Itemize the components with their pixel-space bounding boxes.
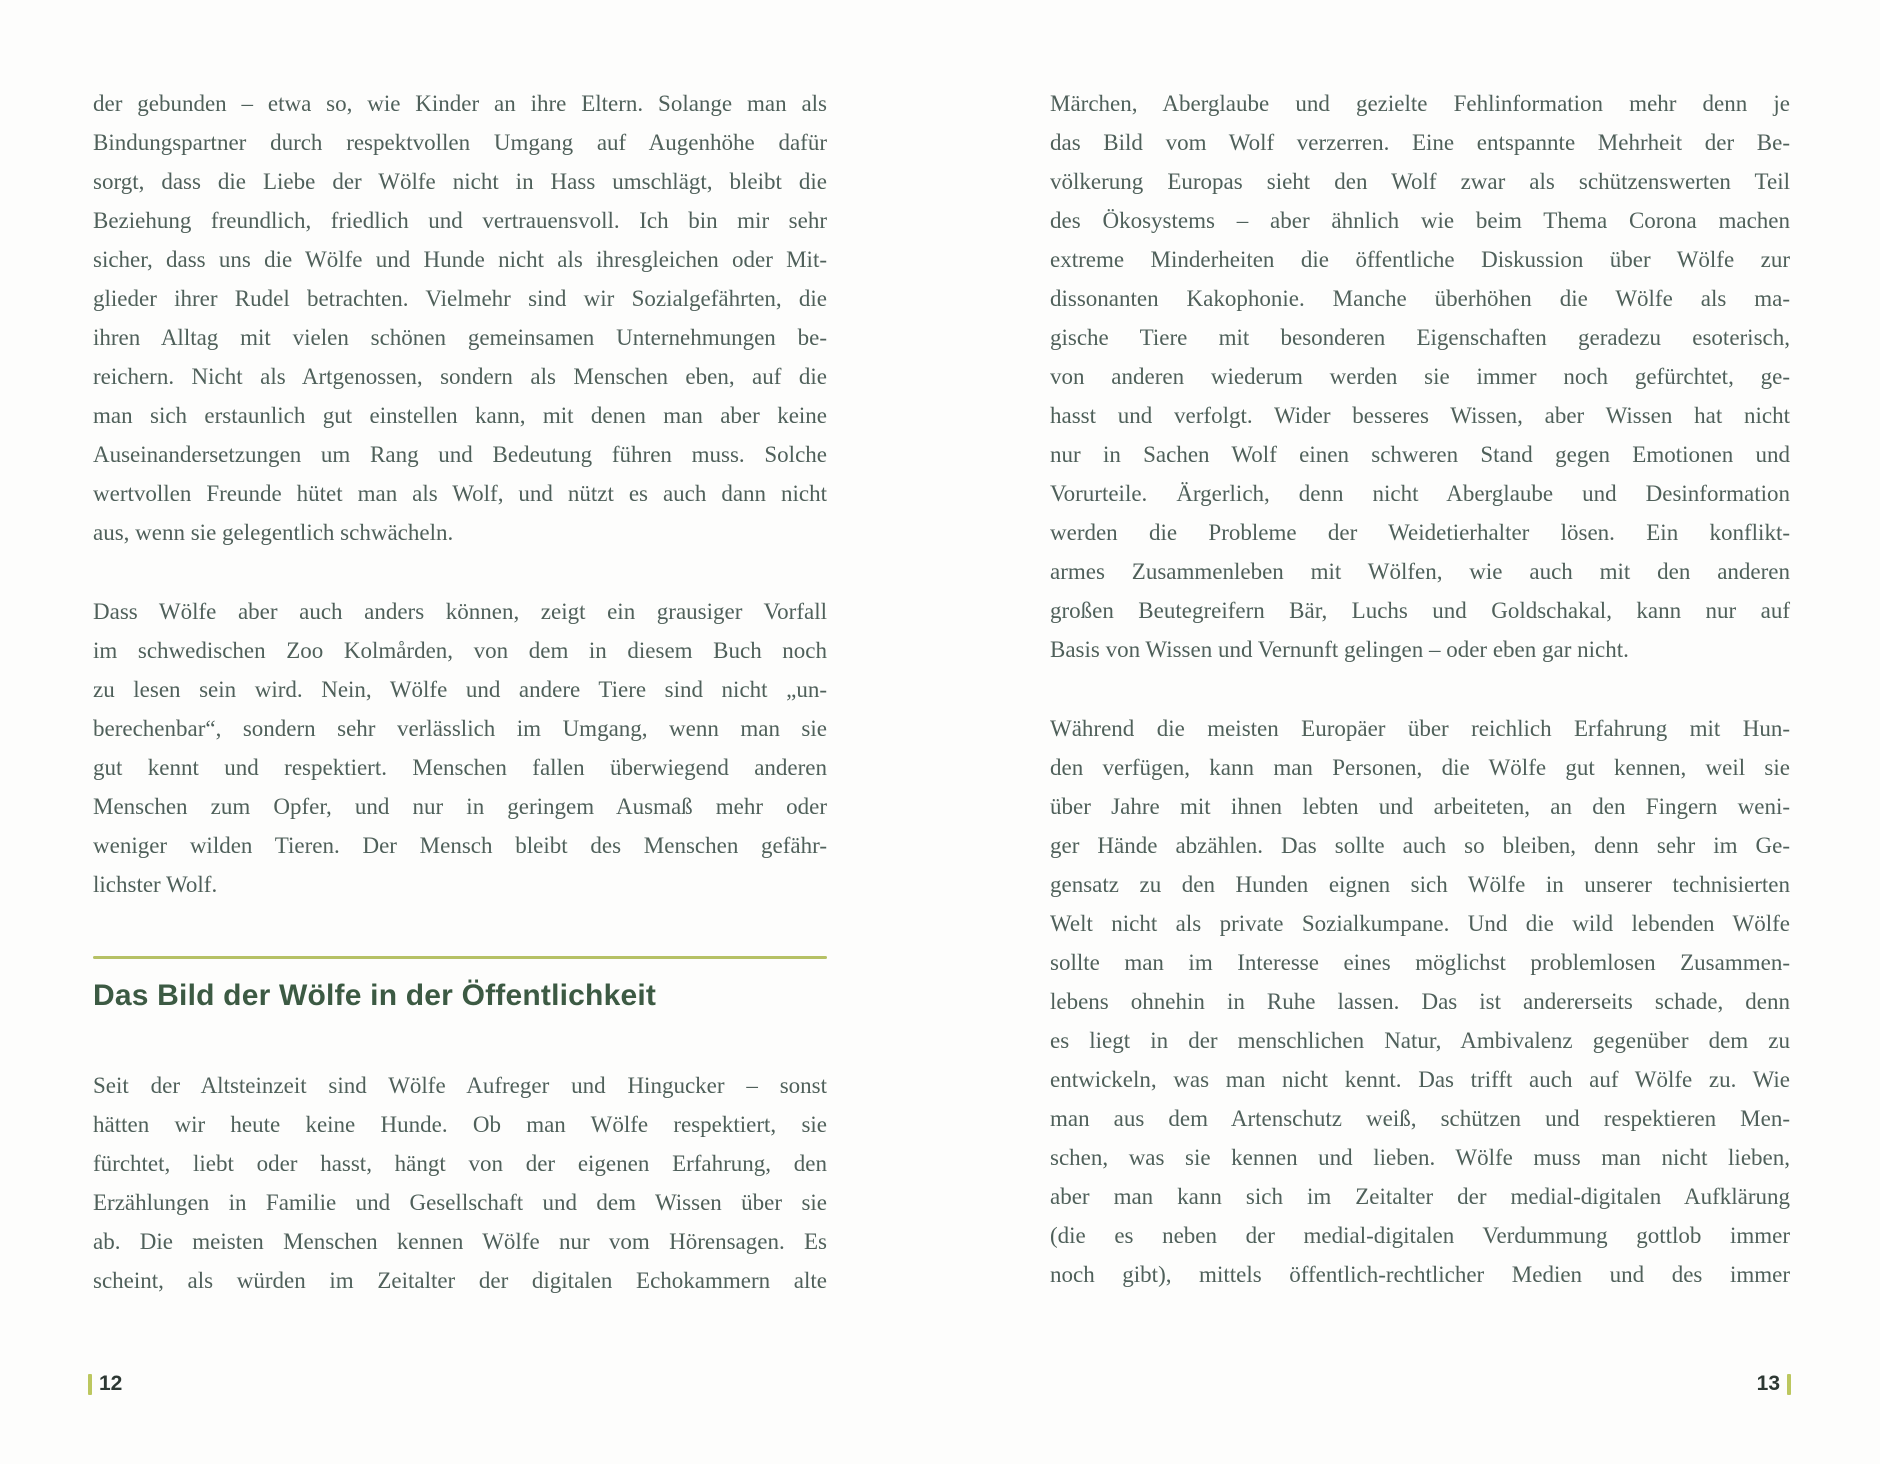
text-line: sorgt, dass die Liebe der Wölfe nicht in Hass umschlägt, bleibt die [93, 169, 827, 194]
text-line: von anderen wiederum werden sie immer noch gefürchtet, ge- [1050, 364, 1790, 389]
text-line: im schwedischen Zoo Kolmården, von dem in diesem Buch noch [93, 638, 827, 663]
text-line: reichern. Nicht als Artgenossen, sondern als Menschen eben, auf die [93, 364, 827, 389]
page-number-marker-icon [1787, 1374, 1791, 1395]
text-line: extreme Minderheiten die öffentliche Diskussion über Wölfe zur [1050, 247, 1790, 272]
text-line: man sich erstaunlich gut einstellen kann, mit denen man aber keine [93, 403, 827, 428]
text-line: Basis von Wissen und Vernunft gelingen – oder eben gar nicht. [1050, 637, 1629, 662]
text-line: dissonanten Kakophonie. Manche überhöhen die Wölfe als ma- [1050, 286, 1790, 311]
page-number-marker-icon [88, 1374, 92, 1395]
text-line: lichster Wolf. [93, 872, 218, 897]
text-line: Seit der Altsteinzeit sind Wölfe Aufreger und Hingucker – sonst [93, 1073, 827, 1098]
paragraph [1050, 84, 1790, 669]
text-line: Menschen zum Opfer, und nur in geringem Ausmaß mehr oder [93, 794, 827, 819]
text-line: weniger wilden Tieren. Der Mensch bleibt des Menschen gefähr- [93, 833, 827, 858]
text-line: es liegt in der menschlichen Natur, Ambivalenz gegenüber dem zu [1050, 1028, 1790, 1053]
text-line: armes Zusammenleben mit Wölfen, wie auch mit den anderen [1050, 559, 1790, 584]
text-line: schen, was sie kennen und lieben. Wölfe muss man nicht lieben, [1050, 1145, 1790, 1170]
text-line: scheint, als würden im Zeitalter der digitalen Echokammern alte [93, 1268, 827, 1293]
text-line: ab. Die meisten Menschen kennen Wölfe nur vom Hörensagen. Es [93, 1229, 827, 1254]
text-line: nur in Sachen Wolf einen schweren Stand gegen Emotionen und [1050, 442, 1790, 467]
text-line: aus, wenn sie gelegentlich schwächeln. [93, 520, 454, 545]
text-line: glieder ihrer Rudel betrachten. Vielmehr sind wir Sozialgefährten, die [93, 286, 827, 311]
text-line: Während die meisten Europäer über reichlich Erfahrung mit Hun- [1050, 716, 1790, 741]
text-line: das Bild vom Wolf verzerren. Eine entspannte Mehrheit der Be- [1050, 130, 1790, 155]
text-line: Auseinandersetzungen um Rang und Bedeutung führen muss. Solche [93, 442, 827, 467]
text-line: der gebunden – etwa so, wie Kinder an ihre Eltern. Solange man als [93, 91, 827, 116]
text-line: Dass Wölfe aber auch anders können, zeigt ein grausiger Vorfall [93, 599, 827, 624]
text-line: Erzählungen in Familie und Gesellschaft und dem Wissen über sie [93, 1190, 827, 1215]
text-line: sollte man im Interesse eines möglichst problemlosen Zusammen- [1050, 950, 1790, 975]
page-number-right [1757, 1372, 1791, 1396]
text-line: Bindungspartner durch respektvollen Umgang auf Augenhöhe dafür [93, 130, 827, 155]
right-text-column [1050, 84, 1790, 1294]
paragraph [93, 1066, 827, 1300]
left-text-column [93, 84, 827, 1300]
text-line: hätten wir heute keine Hunde. Ob man Wölfe respektiert, sie [93, 1112, 827, 1137]
text-line: wertvollen Freunde hütet man als Wolf, und nützt es auch dann nicht [93, 481, 827, 506]
section-divider-rule [93, 956, 827, 959]
text-line: berechenbar“, sondern sehr verlässlich im Umgang, wenn man sie [93, 716, 827, 741]
text-line: ihren Alltag mit vielen schönen gemeinsamen Unternehmungen be- [93, 325, 827, 350]
text-line: Welt nicht als private Sozialkumpane. Und die wild lebenden Wölfe [1050, 911, 1790, 936]
section-heading: Das Bild der Wölfe in der Öffentlichkeit [93, 979, 657, 1012]
text-line: aber man kann sich im Zeitalter der medial-digitalen Aufklärung [1050, 1184, 1790, 1209]
text-line: über Jahre mit ihnen lebten und arbeiteten, an den Fingern weni- [1050, 794, 1790, 819]
paragraph [93, 592, 827, 904]
text-line: Vorurteile. Ärgerlich, denn nicht Aberglaube und Desinformation [1050, 481, 1790, 506]
text-line: großen Beutegreifern Bär, Luchs und Goldschakal, kann nur auf [1050, 598, 1790, 623]
page-number-left [88, 1372, 122, 1396]
text-line: noch gibt), mittels öffentlich-rechtlicher Medien und des immer [1050, 1262, 1790, 1287]
text-line: völkerung Europas sieht den Wolf zwar als schützenswerten Teil [1050, 169, 1790, 194]
paragraph [93, 84, 827, 552]
page-number-value: 12 [99, 1372, 123, 1395]
text-line: Beziehung freundlich, friedlich und vertrauensvoll. Ich bin mir sehr [93, 208, 827, 233]
text-line: man aus dem Artenschutz weiß, schützen und respektieren Men- [1050, 1106, 1790, 1131]
text-line: gut kennt und respektiert. Menschen fallen überwiegend anderen [93, 755, 827, 780]
text-line: werden die Probleme der Weidetierhalter lösen. Ein konflikt- [1050, 520, 1790, 545]
text-line: gische Tiere mit besonderen Eigenschaften geradezu esoterisch, [1050, 325, 1790, 350]
text-line: Märchen, Aberglaube und gezielte Fehlinformation mehr denn je [1050, 91, 1790, 116]
text-line: gensatz zu den Hunden eignen sich Wölfe in unserer technisierten [1050, 872, 1790, 897]
text-line: sicher, dass uns die Wölfe und Hunde nicht als ihresgleichen oder Mit- [93, 247, 827, 272]
page-number-value: 13 [1756, 1372, 1780, 1395]
text-line: (die es neben der medial-digitalen Verdummung gottlob immer [1050, 1223, 1790, 1248]
text-line: hasst und verfolgt. Wider besseres Wissen, aber Wissen hat nicht [1050, 403, 1790, 428]
text-line: zu lesen sein wird. Nein, Wölfe und andere Tiere sind nicht „un- [93, 677, 827, 702]
text-line: des Ökosystems – aber ähnlich wie beim Thema Corona machen [1050, 208, 1790, 233]
text-line: den verfügen, kann man Personen, die Wölfe gut kennen, weil sie [1050, 755, 1790, 780]
section-heading-block [93, 956, 827, 1016]
paragraph [1050, 709, 1790, 1294]
text-line: lebens ohnehin in Ruhe lassen. Das ist andererseits schade, denn [1050, 989, 1790, 1014]
text-line: fürchtet, liebt oder hasst, hängt von der eigenen Erfahrung, den [93, 1151, 827, 1176]
text-line: ger Hände abzählen. Das sollte auch so bleiben, denn sehr im Ge- [1050, 833, 1790, 858]
text-line: entwickeln, was man nicht kennt. Das trifft auch auf Wölfe zu. Wie [1050, 1067, 1790, 1092]
